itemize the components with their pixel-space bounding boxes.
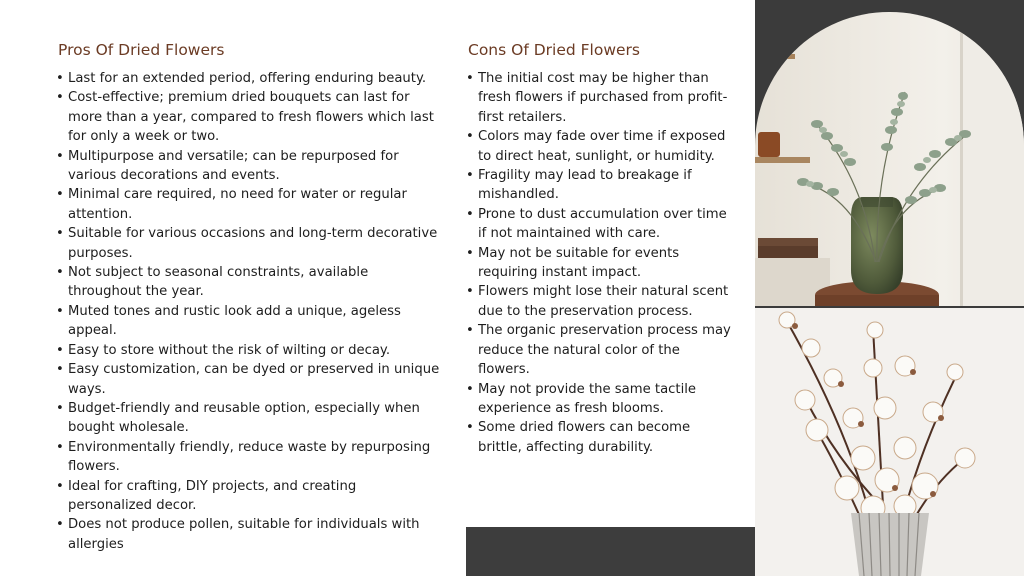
list-item: • Not subject to seasonal constraints, available throughout the year. bbox=[56, 263, 440, 302]
list-item: • Last for an extended period, offering enduring beauty. bbox=[56, 69, 440, 88]
list-item: • The initial cost may be higher than fresh flowers if purchased from profit-first retailers. bbox=[466, 69, 732, 127]
list-item: • Environmentally friendly, reduce waste by repurposing flowers. bbox=[56, 438, 440, 477]
list-item: • Flowers might lose their natural scent due to the preservation process. bbox=[466, 282, 732, 321]
list-item: • Budget-friendly and reusable option, especially when bought wholesale. bbox=[56, 399, 440, 438]
list-item: • Suitable for various occasions and long-term decorative purposes. bbox=[56, 224, 440, 263]
list-item: • Colors may fade over time if exposed to direct heat, sunlight, or humidity. bbox=[466, 127, 732, 166]
list-item: • Fragility may lead to breakage if mishandled. bbox=[466, 166, 732, 205]
list-item: • The organic preservation process may reduce the natural color of the flowers. bbox=[466, 321, 732, 379]
list-item: • Multipurpose and versatile; can be repurposed for various decorations and events. bbox=[56, 147, 440, 186]
list-item: • Muted tones and rustic look add a unique, ageless appeal. bbox=[56, 302, 440, 341]
list-item: • Cost-effective; premium dried bouquets can last for more than a year, compared to fresh flowers which last for only a week or two. bbox=[56, 88, 440, 146]
list-item: • Does not produce pollen, suitable for individuals with allergies bbox=[56, 515, 440, 554]
list-item: • Ideal for crafting, DIY projects, and creating personalized decor. bbox=[56, 477, 440, 516]
pros-list bbox=[56, 69, 440, 554]
cons-list bbox=[466, 69, 732, 457]
list-item: • May not be suitable for events requiring instant impact. bbox=[466, 244, 732, 283]
list-item: • Prone to dust accumulation over time if not maintained with care. bbox=[466, 205, 732, 244]
eucalyptus-vase-photo bbox=[755, 12, 1024, 306]
cotton-stems-vase-photo bbox=[755, 308, 1024, 576]
cons-heading: Cons Of Dried Flowers bbox=[468, 41, 640, 59]
list-item: • Some dried flowers can become brittle, affecting durability. bbox=[466, 418, 732, 457]
list-item: • Easy customization, can be dyed or preserved in unique ways. bbox=[56, 360, 440, 399]
pros-heading: Pros Of Dried Flowers bbox=[58, 41, 225, 59]
decorative-dark-block bbox=[466, 527, 755, 576]
list-item: • Easy to store without the risk of wilting or decay. bbox=[56, 341, 440, 360]
list-item: • Minimal care required, no need for water or regular attention. bbox=[56, 185, 440, 224]
image-panel bbox=[755, 0, 1024, 576]
list-item: • May not provide the same tactile experience as fresh blooms. bbox=[466, 380, 732, 419]
